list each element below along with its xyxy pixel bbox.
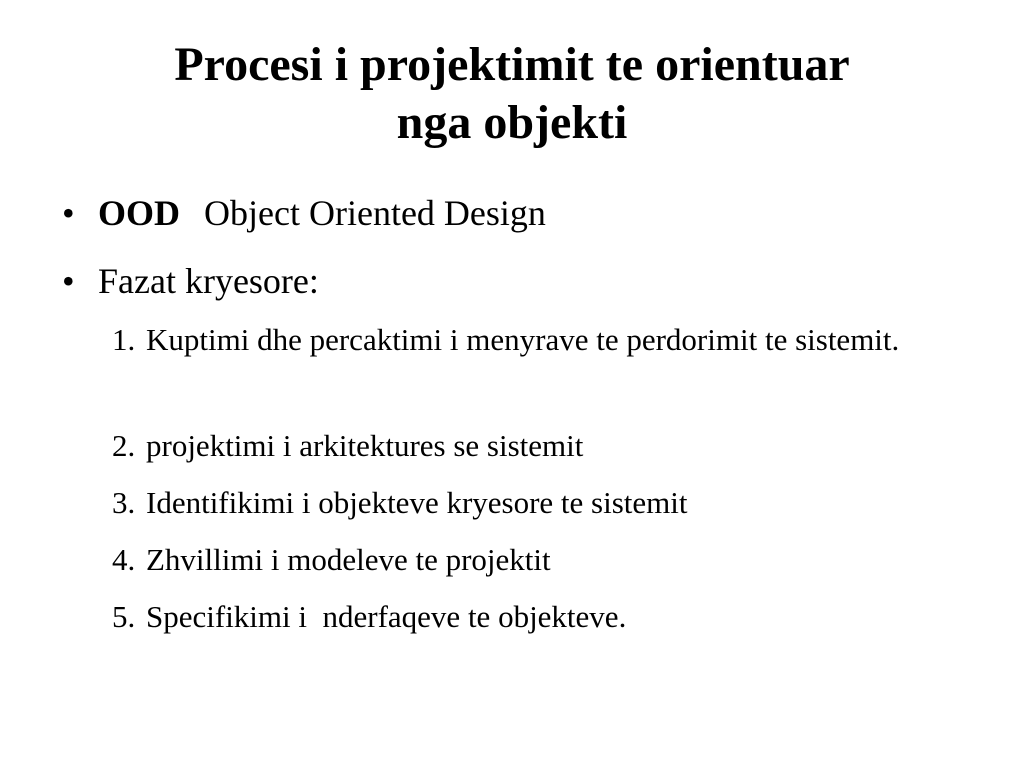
step-item-4 [112, 540, 964, 580]
step-item-3 [112, 483, 964, 523]
step-text: projektimi i arkitektures se sistemit [146, 428, 584, 463]
step-text: Zhvillimi i modeleve te projektit [146, 542, 551, 577]
ood-abbreviation: OOD [98, 193, 181, 233]
bullet-marker: • [62, 193, 75, 233]
slide-title-line-1: Procesi i projektimit te orientuar [174, 38, 850, 91]
bullet-main-phases [62, 259, 319, 303]
bullet-marker: • [62, 261, 75, 301]
step-number: 3. [112, 485, 136, 520]
main-phases-label: Fazat kryesore: [98, 261, 319, 301]
slide-title-line-2: nga objekti [396, 96, 628, 149]
step-item-2 [112, 426, 964, 466]
step-number: 1. [112, 322, 136, 357]
slide-title [60, 36, 964, 152]
step-item-5 [112, 597, 964, 637]
bullet-ood [62, 191, 546, 235]
step-text: Specifikimi i nderfaqeve te objekteve. [146, 599, 627, 634]
step-number: 5. [112, 599, 136, 634]
step-item-1 [112, 320, 964, 360]
step-number: 4. [112, 542, 136, 577]
step-number: 2. [112, 428, 136, 463]
step-text: Identifikimi i objekteve kryesore te sistemit [146, 485, 688, 520]
ood-definition: Object Oriented Design [204, 193, 546, 233]
step-text: Kuptimi dhe percaktimi i menyrave te perdorimit te sistemit. [146, 322, 900, 357]
